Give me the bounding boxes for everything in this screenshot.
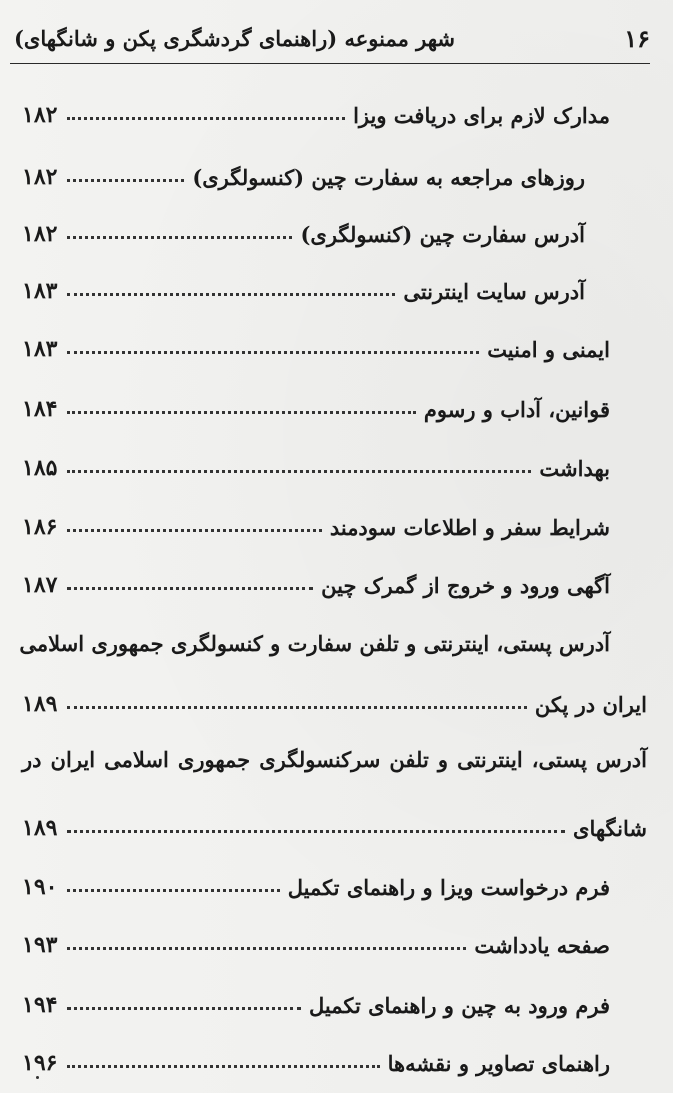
toc-entry-page: ۱۸۳: [22, 336, 58, 362]
toc-entry-page: ۱۸۷: [22, 572, 58, 598]
toc-entry-title: آدرس سایت اینترنتی: [403, 279, 585, 304]
toc-entry: [22, 500, 610, 540]
toc-entry: [22, 441, 610, 481]
toc-entry-title: بهداشت: [539, 456, 610, 481]
dot-leader: [67, 889, 279, 892]
toc-entry-title: ایران در پکن: [534, 692, 647, 717]
margin-mark: [36, 1076, 39, 1079]
toc-entry-page: ۱۸۲: [22, 102, 58, 128]
toc-entry-title: قوانین، آداب و رسوم: [423, 397, 610, 422]
toc-entry-page: ۱۹۴: [22, 992, 58, 1018]
toc-entry: [22, 88, 610, 128]
running-title: شهر ممنوعه (راهنمای گردشگری پکن و شانگهای): [14, 26, 455, 51]
toc-entry: [22, 677, 647, 717]
toc-entry-page: ۱۸۹: [22, 691, 58, 717]
toc-entry-title: فرم ورود به چین و راهنمای تکمیل: [308, 993, 610, 1018]
dot-leader: [67, 470, 531, 473]
toc-entry: [22, 801, 647, 841]
toc-entry-page: ۱۸۲: [22, 164, 58, 190]
dot-leader: [67, 529, 321, 532]
toc-entry-title: مدارک لازم برای دریافت ویزا: [353, 103, 610, 128]
dot-leader: [67, 293, 395, 296]
toc-entry-page: ۱۸۴: [22, 396, 58, 422]
toc-entry-page: ۱۹۶: [22, 1050, 58, 1076]
dot-leader: [67, 947, 466, 950]
toc-entry: [22, 207, 585, 247]
toc-entry-title: فرم درخواست ویزا و راهنمای تکمیل: [287, 875, 610, 900]
dot-leader: [67, 706, 526, 709]
header-rule: [10, 63, 650, 64]
page-number: ۱۶: [624, 24, 650, 53]
toc-entry-title: روزهای مراجعه به سفارت چین (کنسولگری): [192, 165, 585, 190]
dot-leader: [67, 179, 184, 182]
toc-entry-title: راهنمای تصاویر و نقشه‌ها: [387, 1051, 610, 1076]
toc-entry-page: ۱۸۶: [22, 514, 58, 540]
toc-entry-line: آدرس پستی، اینترنتی و تلفن سفارت و کنسولگری جمهوری اسلامی: [19, 631, 610, 656]
toc-entry: [22, 264, 585, 304]
toc-entry: [22, 150, 585, 190]
dot-leader: [67, 830, 565, 833]
toc-entry: [22, 978, 610, 1018]
toc-entry-line: آدرس پستی، اینترنتی و تلفن سرکنسولگری جمهوری اسلامی ایران در: [22, 747, 647, 772]
toc-entry-page: ۱۹۰: [22, 874, 58, 900]
toc-entry-title: ایمنی و امنیت: [487, 337, 610, 362]
toc-entry-title: صفحه یادداشت: [474, 933, 610, 958]
toc-entry-title: شرایط سفر و اطلاعات سودمند: [329, 515, 610, 540]
dot-leader: [67, 1007, 301, 1010]
toc-entry-title: شانگهای: [573, 816, 647, 841]
toc-entry: [22, 1036, 610, 1076]
toc-entry: [22, 558, 610, 598]
toc-entry: [22, 322, 610, 362]
dot-leader: [67, 236, 292, 239]
toc-entry-title: آدرس سفارت چین (کنسولگری): [300, 222, 585, 247]
toc-entry-page: ۱۸۳: [22, 278, 58, 304]
toc-entry-page: ۱۸۵: [22, 455, 58, 481]
toc-entry-page: ۱۸۲: [22, 221, 58, 247]
toc-entry: [22, 918, 610, 958]
dot-leader: [67, 1065, 379, 1068]
toc-entry: [22, 382, 610, 422]
page-header: [10, 22, 650, 58]
toc-entry-title: آگهی ورود و خروج از گمرک چین: [321, 573, 610, 598]
dot-leader: [67, 117, 345, 120]
dot-leader: [67, 351, 479, 354]
toc-entry-page: ۱۸۹: [22, 815, 58, 841]
toc-entry: [22, 860, 610, 900]
dot-leader: [67, 587, 313, 590]
dot-leader: [67, 411, 415, 414]
toc-entry-page: ۱۹۳: [22, 932, 58, 958]
